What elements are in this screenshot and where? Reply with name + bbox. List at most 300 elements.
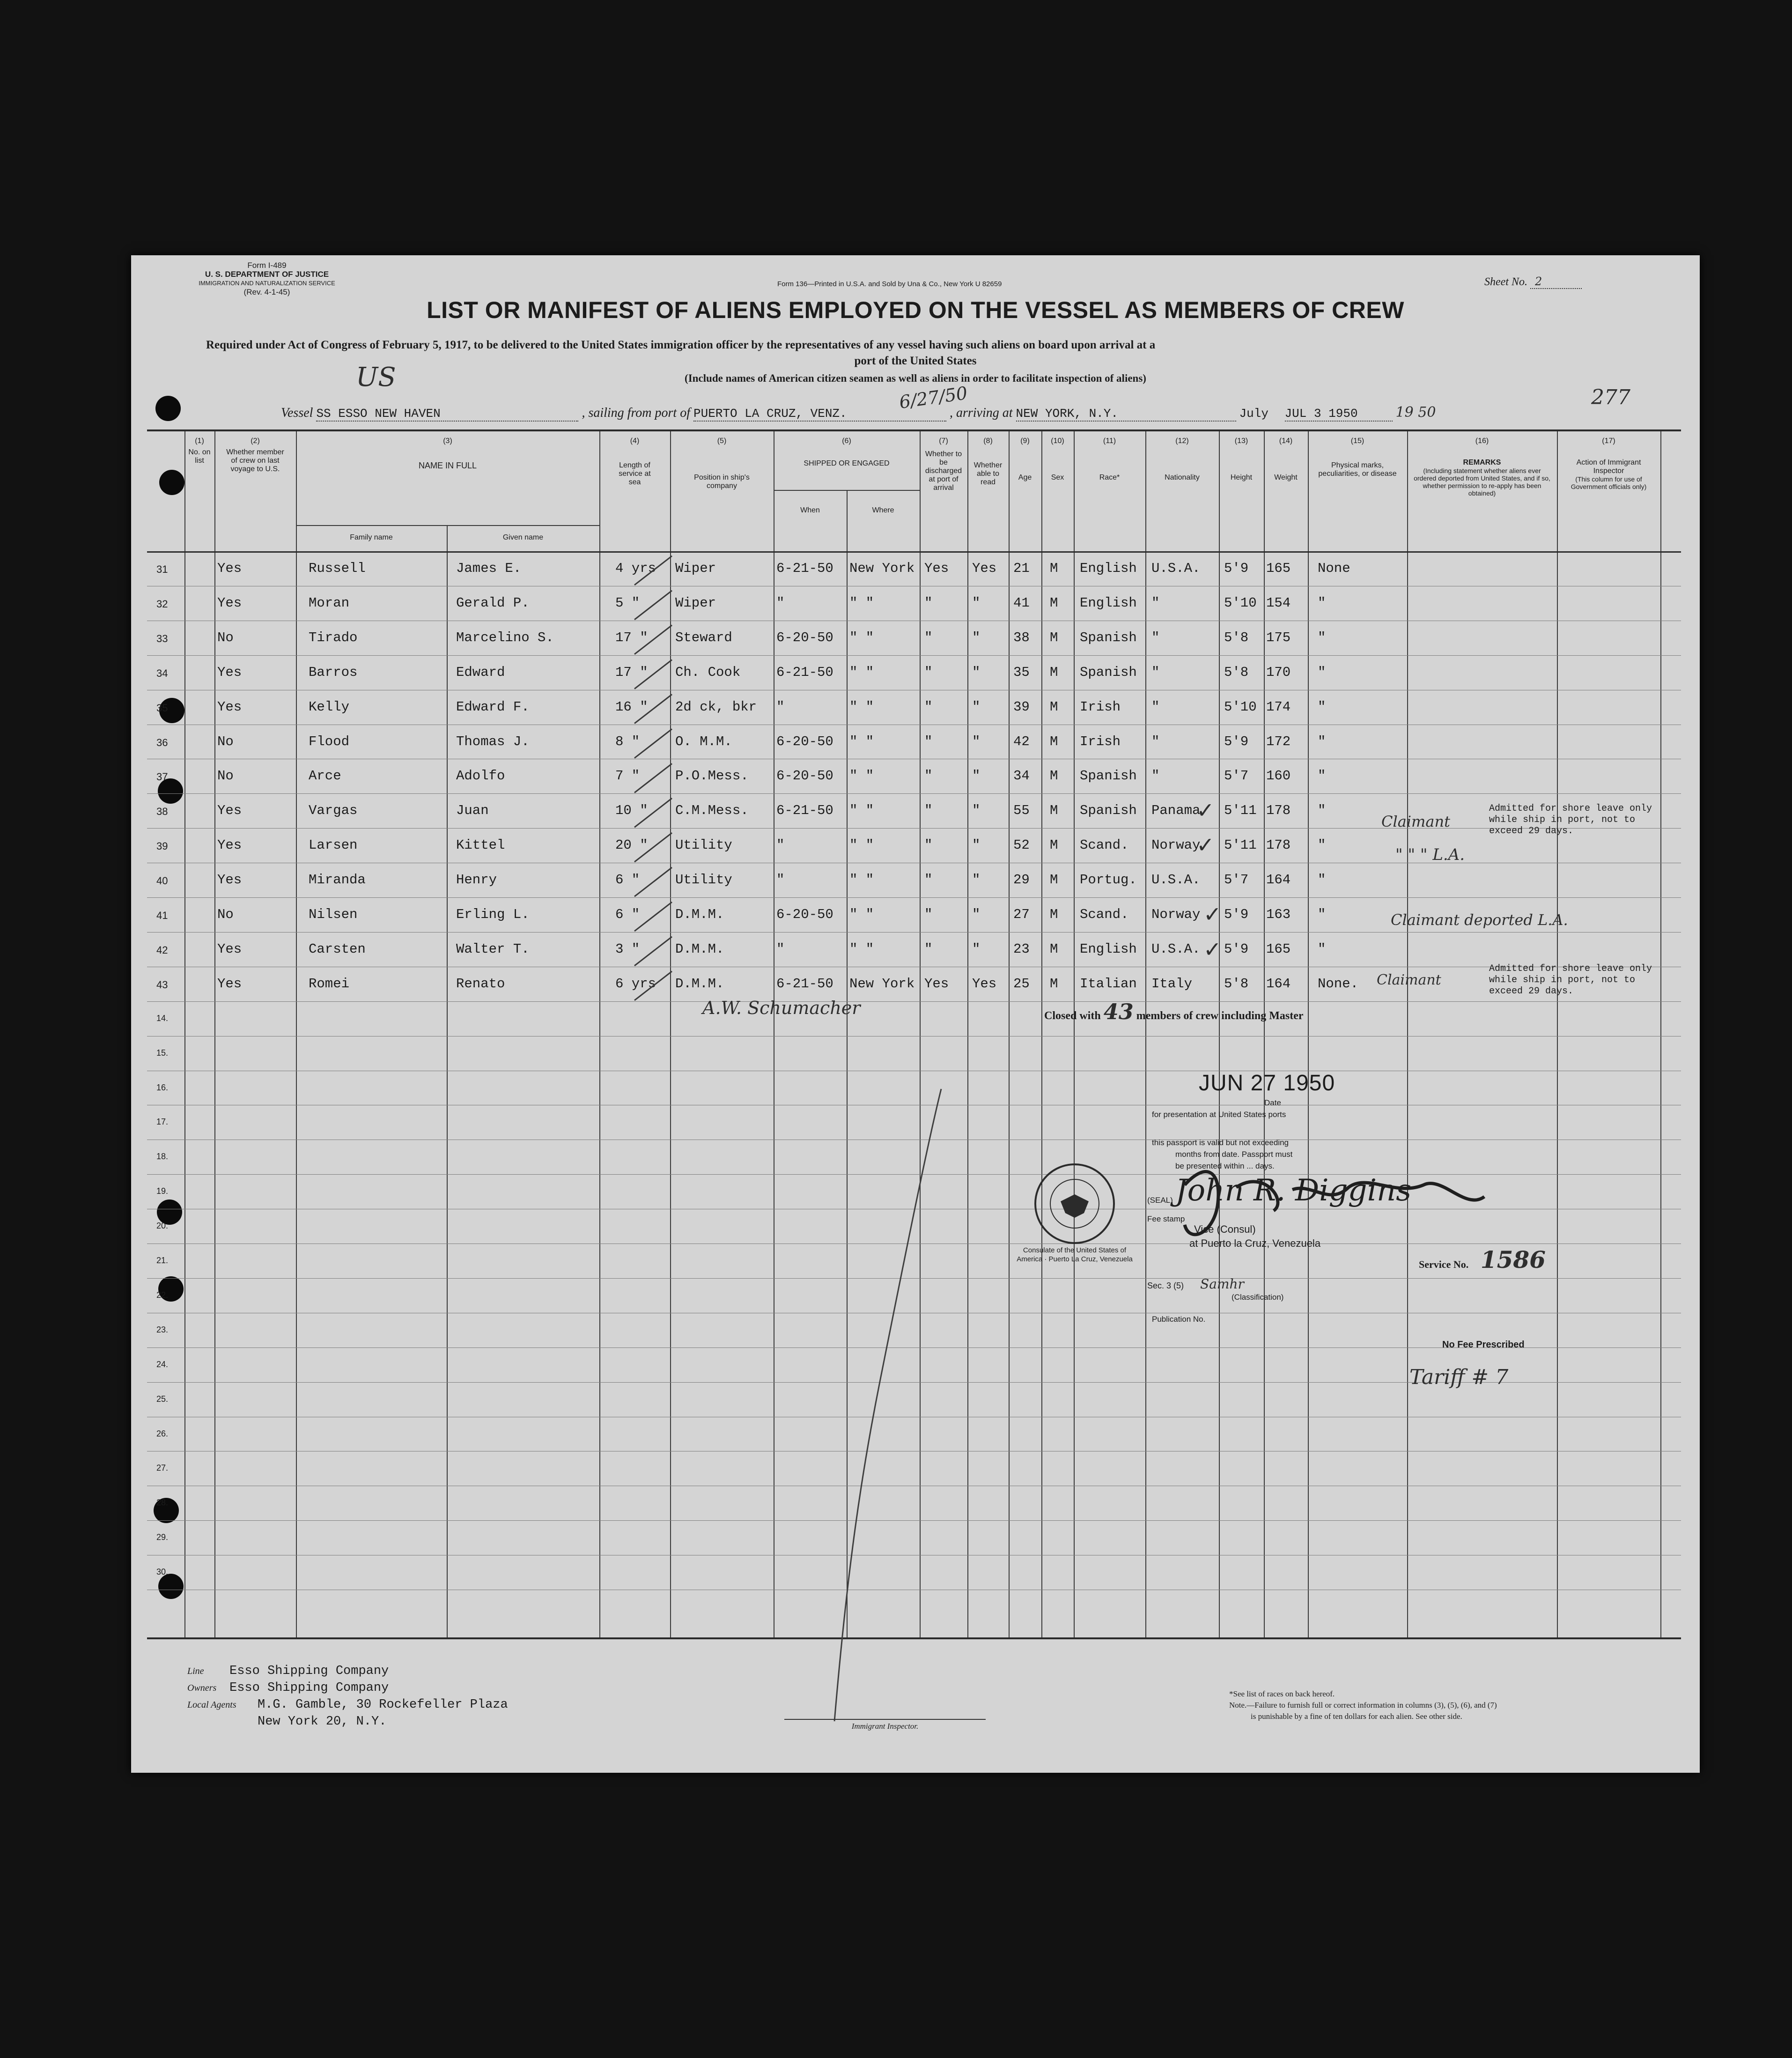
cell-when: "	[776, 837, 785, 853]
cell-height: 5'8	[1224, 629, 1249, 645]
col-header-read: (8) Whether able to read	[973, 437, 1003, 486]
cell-position: Ch. Cook	[675, 664, 741, 680]
cell-marks: "	[1318, 907, 1326, 922]
col-header-discharged: (7) Whether to be discharged at port of arrival	[925, 437, 962, 492]
cell-discharged: "	[924, 803, 933, 819]
cell-family: Russell	[309, 561, 366, 576]
cell-age: 38	[1013, 629, 1030, 645]
cell-when: 6-21-50	[776, 561, 833, 576]
cell-discharged: Yes	[924, 561, 949, 576]
row-number: 21.	[156, 1256, 169, 1265]
line-value: Esso Shipping Company	[229, 1664, 389, 1678]
cell-service: 17 "	[615, 664, 648, 680]
cell-height: 5'7	[1224, 872, 1249, 888]
cell-where: " "	[849, 629, 874, 645]
cell-race: English	[1080, 941, 1137, 957]
cell-age: 23	[1013, 941, 1030, 957]
vargas-claimant-note: Claimant	[1381, 813, 1450, 830]
cell-family: Miranda	[309, 872, 366, 888]
cell-discharged: "	[924, 837, 933, 853]
sailing-label: , sailing from port of	[582, 406, 690, 420]
cell-when: 6-21-50	[776, 664, 833, 680]
cell-marks: "	[1318, 595, 1326, 611]
cell-discharged: "	[924, 941, 933, 957]
cell-sex: M	[1050, 664, 1058, 680]
service-slash	[634, 902, 672, 931]
cell-given: Edward	[456, 664, 505, 680]
col-header-given: Given name	[502, 533, 544, 541]
cell-service: 20 "	[615, 837, 648, 853]
cell-given: Gerald P.	[456, 595, 530, 611]
service-value: 1586	[1480, 1246, 1546, 1273]
consul-valid-line: this passport is valid but not exceeding	[1152, 1138, 1289, 1147]
cell-sex: M	[1050, 768, 1058, 784]
cell-service: 3 "	[615, 941, 640, 957]
cell-member: Yes	[217, 803, 242, 819]
cell-when: "	[776, 699, 785, 715]
subtitle-line-3: (Include names of American citizen seamen as well as aliens in order to facilitate inspection of aliens)	[685, 372, 1146, 384]
cell-position: P.O.Mess.	[675, 768, 749, 784]
cell-where: " "	[849, 872, 874, 888]
service-slash	[634, 971, 672, 1000]
cell-nationality: "	[1151, 699, 1160, 715]
cell-when: 6-20-50	[776, 907, 833, 922]
cell-family: Barros	[309, 664, 358, 680]
eagle-icon	[1061, 1194, 1089, 1218]
row-number: 37	[156, 771, 168, 783]
row-number: 40	[156, 875, 168, 887]
cell-where: " "	[849, 803, 874, 819]
service-number	[1419, 1246, 1546, 1273]
manifest-sheet	[131, 255, 1700, 1773]
agents-value-2: New York 20, N.Y.	[258, 1715, 387, 1729]
cell-position: Steward	[675, 629, 732, 645]
cell-discharged: "	[924, 629, 933, 645]
cell-family: Vargas	[309, 803, 358, 819]
no-fee-note: No Fee Prescribed	[1442, 1340, 1525, 1350]
consulate-seal	[1032, 1162, 1117, 1246]
cell-given: Renato	[456, 976, 505, 992]
printer-line: Form 136—Printed in U.S.A. and Sold by Una & Co., New York U 82659	[777, 280, 1002, 288]
cell-read: "	[972, 699, 981, 715]
closed-count: 43	[1103, 999, 1134, 1024]
handwritten-date: 6/27/50	[898, 383, 969, 413]
service-slash	[634, 763, 672, 792]
col-header-age: (9) Age	[1018, 437, 1032, 481]
row-number: 28.	[156, 1498, 169, 1508]
cell-position: D.M.M.	[675, 976, 724, 992]
cell-read: "	[972, 629, 981, 645]
cell-weight: 175	[1266, 629, 1291, 645]
row-number: 22.	[156, 1290, 169, 1300]
col-header-no: (1) No. on list	[188, 437, 211, 465]
cell-read: Yes	[972, 976, 997, 992]
check-mark: ✓	[1203, 902, 1222, 927]
cell-service: 6 "	[615, 907, 640, 922]
check-mark: ✓	[1196, 798, 1215, 823]
service-slash	[634, 833, 672, 862]
cell-service: 17 "	[615, 629, 648, 645]
sheet-value: 2	[1530, 275, 1582, 289]
cell-age: 25	[1013, 976, 1030, 992]
cell-position: 2d ck, bkr	[675, 699, 757, 715]
cell-when: "	[776, 595, 785, 611]
cell-member: Yes	[217, 561, 242, 576]
col-header-member: (2) Whether member of crew on last voyage to U.S.	[226, 437, 284, 473]
consul-interval-line: be presented within ... days.	[1175, 1162, 1275, 1170]
check-mark: ✓	[1196, 832, 1215, 858]
cell-member: No	[217, 629, 234, 645]
cell-member: Yes	[217, 976, 242, 992]
cell-where: " "	[849, 699, 874, 715]
cell-age: 41	[1013, 595, 1030, 611]
footer-owners	[187, 1663, 508, 1730]
footer-notes	[1229, 1688, 1497, 1722]
closed-suffix: members of crew including Master	[1136, 1010, 1304, 1022]
cell-race: Irish	[1080, 699, 1121, 715]
cell-read: "	[972, 803, 981, 819]
col-header-marks: (15) Physical marks, peculiarities, or disease	[1318, 437, 1397, 478]
consul-seal-label: (SEAL)	[1147, 1196, 1173, 1205]
consul-location: at Puerto la Cruz, Venezuela	[1189, 1237, 1321, 1249]
cell-where: " "	[849, 837, 874, 853]
col-header-action: (17) Action of Immigrant Inspector (This column for use of Government officials only)	[1571, 437, 1647, 490]
agents-label: Local Agents	[187, 1700, 236, 1710]
cell-race: Spanish	[1080, 803, 1137, 819]
consul-months-line: months from date. Passport must	[1175, 1150, 1293, 1159]
cell-member: Yes	[217, 595, 242, 611]
row-number: 30.	[156, 1567, 169, 1577]
cell-age: 52	[1013, 837, 1030, 853]
cell-member: Yes	[217, 699, 242, 715]
service-slash	[634, 625, 672, 654]
cell-weight: 174	[1266, 699, 1291, 715]
cell-discharged: "	[924, 733, 933, 749]
cell-age: 55	[1013, 803, 1030, 819]
cell-race: Scand.	[1080, 907, 1129, 922]
consul-title: Vice (Consul)	[1194, 1223, 1256, 1235]
cell-nationality: Norway	[1151, 907, 1201, 922]
cell-race: English	[1080, 595, 1137, 611]
cell-age: 27	[1013, 907, 1030, 922]
arrival-date-stamp: JUL 3 1950	[1285, 407, 1393, 422]
section-label: Sec. 3 (5)	[1147, 1281, 1184, 1290]
form-revision: (Rev. 4-1-45)	[243, 288, 290, 296]
cell-weight: 160	[1266, 768, 1291, 784]
row-number: 19.	[156, 1186, 169, 1196]
cell-sex: M	[1050, 803, 1058, 819]
cell-height: 5'9	[1224, 733, 1249, 749]
closed-line	[1044, 999, 1304, 1024]
col-header-remarks: (16) REMARKS (Including statement whether aliens ever ordered deported from United States, and if so, whether permission to re-apply has been obtained)	[1414, 437, 1550, 497]
cell-weight: 178	[1266, 837, 1291, 853]
cell-family: Kelly	[309, 699, 350, 715]
cell-where: " "	[849, 768, 874, 784]
note-races: *See list of races on back hereof.	[1229, 1689, 1335, 1698]
consul-date-label: Date	[1264, 1098, 1281, 1107]
col-header-where: Where	[872, 506, 894, 514]
cell-sex: M	[1050, 595, 1058, 611]
cell-age: 21	[1013, 561, 1030, 576]
pen-stroke	[834, 1089, 941, 1721]
row-number: 16.	[156, 1082, 169, 1092]
cell-height: 5'9	[1224, 907, 1249, 922]
row-number: 29.	[156, 1532, 169, 1542]
cell-height: 5'11	[1224, 837, 1257, 853]
publication-label: Publication No.	[1152, 1315, 1206, 1324]
cell-marks: "	[1318, 941, 1326, 957]
service-slash	[634, 695, 672, 724]
row-number: 32	[156, 598, 168, 610]
row-number: 42	[156, 944, 168, 956]
col-header-height: (13) Height	[1230, 437, 1253, 481]
row-number: 25.	[156, 1394, 169, 1404]
cell-where: " "	[849, 595, 874, 611]
cell-given: Marcelino S.	[456, 629, 554, 645]
section-line	[1147, 1276, 1244, 1292]
cell-nationality: U.S.A.	[1151, 872, 1201, 888]
romei-claimant-note: Claimant	[1377, 972, 1441, 988]
cell-age: 42	[1013, 733, 1030, 749]
cell-read: "	[972, 837, 981, 853]
cell-nationality: U.S.A.	[1151, 941, 1201, 957]
cell-height: 5'10	[1224, 699, 1257, 715]
cell-weight: 163	[1266, 907, 1291, 922]
note-1: Note.—Failure to furnish full or correct information in columns (3), (5), (6), and (7)	[1229, 1701, 1497, 1710]
row-number: 20.	[156, 1221, 169, 1231]
cell-race: Spanish	[1080, 768, 1137, 784]
service-slash	[634, 937, 672, 966]
cell-read: "	[972, 664, 981, 680]
check-mark: ✓	[1203, 937, 1222, 962]
cell-given: Henry	[456, 872, 497, 888]
cell-marks: "	[1318, 837, 1326, 853]
cell-sex: M	[1050, 733, 1058, 749]
cell-sex: M	[1050, 872, 1058, 888]
cell-family: Arce	[309, 768, 341, 784]
service-label: Service No.	[1419, 1258, 1469, 1270]
cell-sex: M	[1050, 907, 1058, 922]
cell-nationality: Italy	[1151, 976, 1193, 992]
cell-given: Erling L.	[456, 907, 530, 922]
form-dept: U. S. DEPARTMENT OF JUSTICE	[205, 270, 329, 279]
row-number: 33	[156, 632, 168, 644]
cell-race: English	[1080, 561, 1137, 576]
row-number: 23.	[156, 1325, 169, 1334]
cell-service: 5 "	[615, 595, 640, 611]
cell-nationality: Panama	[1151, 803, 1201, 819]
inspector-signature-line: Immigrant Inspector.	[784, 1719, 986, 1731]
cell-where: " "	[849, 941, 874, 957]
cell-marks: "	[1318, 733, 1326, 749]
cell-marks: None	[1318, 561, 1350, 576]
col-header-nationality: (12) Nationality	[1165, 437, 1200, 481]
cell-weight: 172	[1266, 733, 1291, 749]
service-slash	[634, 591, 672, 620]
cell-when: "	[776, 941, 785, 957]
row-number: 31	[156, 563, 168, 575]
cell-sex: M	[1050, 941, 1058, 957]
agents-value-1: M.G. Gamble, 30 Rockefeller Plaza	[258, 1698, 508, 1712]
cell-height: 5'7	[1224, 768, 1249, 784]
section-hand: Samhr	[1200, 1276, 1244, 1292]
cell-family: Carsten	[309, 941, 366, 957]
cell-where: " "	[849, 907, 874, 922]
tariff-note: Tariff # 7	[1409, 1365, 1509, 1389]
row-number: 38	[156, 806, 168, 818]
col-header-when: When	[800, 506, 820, 514]
cell-weight: 154	[1266, 595, 1291, 611]
cell-where: " "	[849, 733, 874, 749]
cell-height: 5'8	[1224, 976, 1249, 992]
cell-weight: 164	[1266, 976, 1291, 992]
cell-where: " "	[849, 664, 874, 680]
cell-given: Thomas J.	[456, 733, 530, 749]
cell-discharged: "	[924, 664, 933, 680]
owners-label: Owners	[187, 1683, 217, 1693]
cell-nationality: Norway	[1151, 837, 1201, 853]
cell-marks: "	[1318, 803, 1326, 819]
row-number: 24.	[156, 1359, 169, 1369]
row-number: 18.	[156, 1152, 169, 1162]
cell-service: 10 "	[615, 803, 648, 819]
cell-position: Utility	[675, 872, 732, 888]
cell-read: "	[972, 595, 981, 611]
sheet-label: Sheet No.	[1484, 276, 1527, 288]
cell-age: 35	[1013, 664, 1030, 680]
subtitle-line-1: Required under Act of Congress of February 5, 1917, to be delivered to the United States immigration officer by the representatives of any vessel having such aliens on board upon arrival at a	[206, 339, 1156, 351]
cell-service: 6 "	[615, 872, 640, 888]
cell-read: "	[972, 768, 981, 784]
cell-weight: 170	[1266, 664, 1291, 680]
cell-height: 5'8	[1224, 664, 1249, 680]
cell-service: 6 yrs	[615, 976, 656, 992]
arrival-year: 19 50	[1395, 404, 1436, 421]
row-number: 15.	[156, 1048, 169, 1058]
owners-value: Esso Shipping Company	[229, 1681, 389, 1695]
service-slash	[634, 729, 672, 758]
row-number: 36	[156, 736, 168, 748]
arriving-label: , arriving at	[949, 406, 1013, 420]
cell-weight: 178	[1266, 803, 1291, 819]
cell-when: 6-20-50	[776, 629, 833, 645]
cell-member: No	[217, 768, 234, 784]
cell-race: Scand.	[1080, 837, 1129, 853]
cell-weight: 165	[1266, 941, 1291, 957]
cell-family: Moran	[309, 595, 350, 611]
col-header-position: (5) Position in ship's company	[694, 437, 750, 490]
cell-service: 8 "	[615, 733, 640, 749]
cell-discharged: "	[924, 595, 933, 611]
service-slash	[634, 660, 672, 689]
col-header-weight: (14) Weight	[1274, 437, 1298, 481]
page-title: LIST OR MANIFEST OF ALIENS EMPLOYED ON THE VESSEL AS MEMBERS OF CREW	[427, 297, 1404, 323]
romei-admitted-stamp: Admitted for shore leave only while ship in port, not to exceed 29 days.	[1489, 963, 1652, 997]
cell-marks: "	[1318, 664, 1326, 680]
cell-position: Wiper	[675, 595, 716, 611]
cell-nationality: "	[1151, 664, 1160, 680]
cell-service: 16 "	[615, 699, 648, 715]
arrival-month: July	[1239, 407, 1268, 421]
cell-marks: "	[1318, 629, 1326, 645]
consul-fee-label: Fee stamp	[1147, 1214, 1185, 1223]
cell-read: Yes	[972, 561, 997, 576]
cell-weight: 165	[1266, 561, 1291, 576]
service-slash	[634, 556, 672, 585]
master-signature: A.W. Schumacher	[702, 998, 861, 1018]
cell-age: 39	[1013, 699, 1030, 715]
cell-discharged: "	[924, 907, 933, 922]
cell-discharged: Yes	[924, 976, 949, 992]
handwritten-us: US	[356, 362, 396, 392]
row-number: 34	[156, 667, 168, 679]
closed-label: Closed with	[1044, 1010, 1101, 1022]
row-number: 35	[156, 702, 168, 714]
cell-given: Kittel	[456, 837, 505, 853]
vargas-admitted-stamp: Admitted for shore leave only while ship in port, not to exceed 29 days.	[1489, 803, 1652, 837]
cell-nationality: "	[1151, 768, 1160, 784]
line-label: Line	[187, 1666, 204, 1676]
col-header-name: (3) NAME IN FULL	[418, 437, 477, 470]
cell-read: "	[972, 872, 981, 888]
cell-member: Yes	[217, 837, 242, 853]
col-header-sex: (10) Sex	[1051, 437, 1064, 481]
cell-race: Portug.	[1080, 872, 1137, 888]
col-header-shipped: (6) SHIPPED OR ENGAGED	[804, 437, 890, 467]
cell-marks: None.	[1318, 976, 1359, 992]
cell-nationality: "	[1151, 733, 1160, 749]
cell-sex: M	[1050, 699, 1058, 715]
cell-weight: 164	[1266, 872, 1291, 888]
cell-sex: M	[1050, 561, 1058, 576]
cell-position: O. M.M.	[675, 733, 732, 749]
cell-position: Wiper	[675, 561, 716, 576]
cell-when: 6-20-50	[776, 733, 833, 749]
sailing-from: PUERTO LA CRUZ, VENZ.	[693, 407, 946, 422]
cell-when: 6-20-50	[776, 768, 833, 784]
cell-family: Flood	[309, 733, 350, 749]
cell-read: "	[972, 941, 981, 957]
cell-read: "	[972, 907, 981, 922]
larsen-note: " " " L.A.	[1395, 845, 1465, 864]
cell-nationality: "	[1151, 595, 1160, 611]
vessel-name: SS ESSO NEW HAVEN	[316, 407, 578, 422]
cell-member: Yes	[217, 664, 242, 680]
cell-age: 29	[1013, 872, 1030, 888]
service-slash	[634, 798, 672, 827]
cell-given: Juan	[456, 803, 489, 819]
cell-nationality: "	[1151, 629, 1160, 645]
cell-marks: "	[1318, 872, 1326, 888]
cell-given: Adolfo	[456, 768, 505, 784]
cell-marks: "	[1318, 768, 1326, 784]
form-service: IMMIGRATION AND NATURALIZATION SERVICE	[199, 280, 335, 287]
row-number: 43	[156, 978, 168, 991]
row-number: 27.	[156, 1463, 169, 1473]
cell-position: D.M.M.	[675, 941, 724, 957]
note-2: is punishable by a fine of ten dollars for each alien. See other side.	[1251, 1712, 1462, 1721]
service-slash	[634, 867, 672, 896]
subtitle-line-2: port of the United States	[854, 355, 977, 367]
cell-height: 5'9	[1224, 561, 1249, 576]
row-number: 41	[156, 910, 168, 921]
cell-height: 5'10	[1224, 595, 1257, 611]
cell-read: "	[972, 733, 981, 749]
row-number: 39	[156, 840, 168, 852]
cell-height: 5'11	[1224, 803, 1257, 819]
cell-family: Tirado	[309, 629, 358, 645]
cell-given: Walter T.	[456, 941, 530, 957]
